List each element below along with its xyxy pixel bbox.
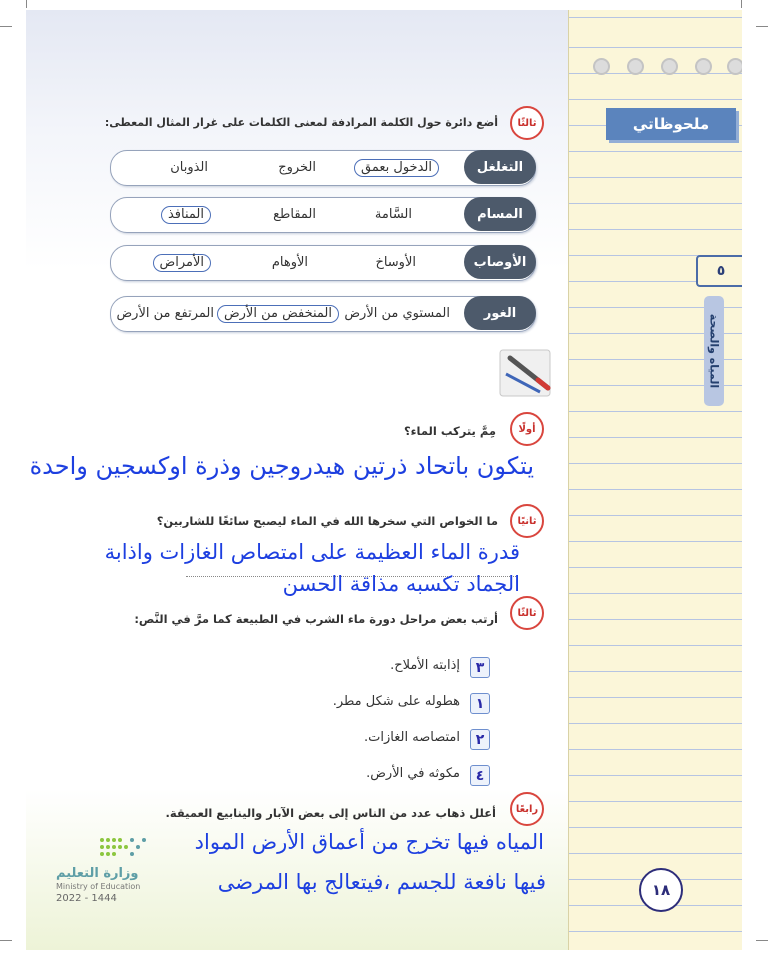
crop-mark [26, 0, 27, 8]
synonym-row [110, 296, 536, 332]
exercise-instruction: أضع دائرة حول الكلمة المرادفة لمعنى الكلمات على غرار المثال المعطى: [104, 116, 498, 129]
crop-mark [756, 940, 768, 941]
ministry-logo-icon [98, 834, 150, 864]
answer-option[interactable]: الخروج [278, 160, 316, 175]
page-number: ١٨ [639, 868, 683, 912]
synonym-row [110, 197, 536, 233]
answer-option[interactable]: الأوساخ [375, 255, 416, 270]
answer-option-circled[interactable]: الدخول بعمق [354, 159, 439, 177]
unit-number: ٥ [696, 255, 742, 287]
unit-name-tab [704, 296, 724, 406]
order-box[interactable]: ٢ [470, 729, 490, 750]
handwritten-answer-line: الجماد تكسبه مذاقة الحسن [282, 572, 520, 596]
sequence-item: امتصاصه الغازات. [364, 730, 460, 745]
handwritten-answer-line: فيها نافعة للجسم ،فيتعالج بها المرضى [217, 870, 546, 894]
handwritten-answer: يتكون باتحاد ذرتين هيدروجين وذرة اوكسجين واحدة [29, 452, 534, 480]
ministry-name-ar: وزارة التعليم [56, 866, 139, 881]
binder-hole-icon [627, 58, 644, 75]
unit-name: المياه والصحة [707, 313, 721, 389]
ministry-logo [56, 866, 166, 904]
handwritten-answer-line: المياه فيها تخرج من أعماق الأرض المواد [194, 830, 544, 854]
order-box[interactable]: ١ [470, 693, 490, 714]
question-badge: رابعًا [510, 792, 544, 826]
question-text: أعلل ذهاب عدد من الناس إلى بعض الآبار والينابيع العميقة. [165, 806, 496, 820]
question-text: مِمَّ يتركب الماء؟ [403, 424, 496, 438]
binder-hole-icon [661, 58, 678, 75]
answer-option-circled[interactable]: المنخفض من الأرض [217, 305, 339, 323]
handwritten-answer-line: قدرة الماء العظيمة على امتصاص الغازات واذابة [104, 540, 520, 564]
writing-pen-icon [496, 344, 558, 402]
answer-option[interactable]: الذوبان [170, 160, 208, 175]
target-word: الغور [464, 296, 536, 330]
notes-column [568, 10, 742, 950]
crop-mark [756, 26, 768, 27]
sequence-item: مكوثه في الأرض. [366, 766, 460, 781]
synonym-row [110, 245, 536, 281]
target-word: الأوصاب [464, 245, 536, 279]
sequence-item: إذابته الأملاح. [390, 658, 460, 673]
answer-option[interactable]: السَّامة [374, 207, 412, 222]
order-box[interactable]: ٤ [470, 765, 490, 786]
answer-option[interactable]: المستوي من الأرض [344, 306, 450, 321]
answer-option-circled[interactable]: الأمراض [153, 254, 212, 272]
question-badge: ثالثًا [510, 596, 544, 630]
sequence-item: هطوله على شكل مطر. [332, 694, 460, 709]
question-text: أرتب بعض مراحل دورة ماء الشرب في الطبيعة كما مرَّ في النَّص: [134, 612, 498, 626]
synonym-row [110, 150, 536, 186]
binder-hole-icon [593, 58, 610, 75]
answer-option[interactable]: المقاطع [273, 207, 316, 222]
order-box[interactable]: ٣ [470, 657, 490, 678]
answer-option[interactable]: الأوهام [271, 255, 308, 270]
binder-hole-icon [695, 58, 712, 75]
question-badge: أولًا [510, 412, 544, 446]
edition-year: 2022 - 1444 [56, 893, 117, 904]
target-word: المسام [464, 197, 536, 231]
ministry-name-en: Ministry of Education [56, 882, 141, 891]
crop-mark [0, 940, 12, 941]
workbook-page [26, 10, 742, 950]
target-word: التغلغل [464, 150, 536, 184]
binder-hole-icon [727, 58, 742, 75]
crop-mark [0, 26, 12, 27]
notes-title: ملحوظاتي [606, 108, 736, 140]
answer-option[interactable]: المرتفع من الأرض [116, 306, 214, 321]
crop-mark [741, 0, 742, 8]
question-text: ما الخواص التي سخرها الله في الماء ليصبح سائغًا للشاربين؟ [156, 514, 498, 528]
exercise-badge: ثالثًا [510, 106, 544, 140]
answer-option-circled[interactable]: المنافذ [161, 206, 211, 224]
question-badge: ثانيًا [510, 504, 544, 538]
